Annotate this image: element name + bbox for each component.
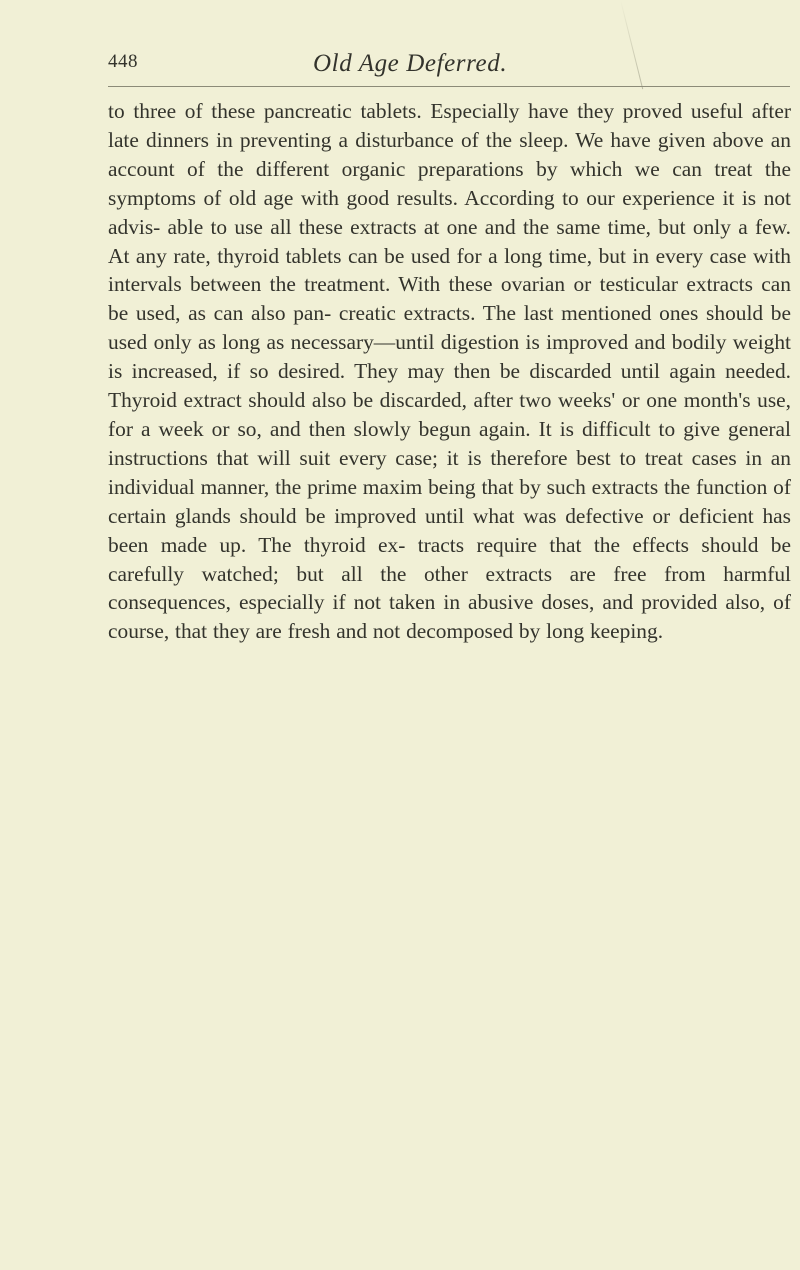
running-title: Old Age Deferred. [313,50,508,77]
header-rule [108,86,790,87]
page-number: 448 [108,51,138,72]
body-paragraph: to three of these pancreatic tablets. Especially have they proved useful after late dinners in preventing a disturbance of the sleep. We have given above an account of the different organic preparations by which we can treat the symptoms of old age with good results. According to our experience it is not advis- able to use all these extracts at one and the same time, but only a few. At any rate, thyroid tablets can be used for a long time, but in every case with intervals between the treatment. With these ovarian or testicular extracts can be used, as can also pan- creatic extracts. The last mentioned ones should be used only as long as necessary—until digestion is improved and bodily weight is increased, if so desired. They may then be discarded until again needed. Thyroid extract should also be discarded, after two weeks' or one month's use, for a week or so, and then slowly begun again. It is difficult to give general instructions that will suit every case; it is therefore best to treat cases in an individual manner, the prime maxim being that by such extracts the function of certain glands should be improved until what was defective or deficient has been made up. The thyroid ex- tracts require that the effects should be carefully watched; but all the other extracts are free from harmful consequences, especially if not taken in abusive doses, and provided also, of course, that they are fresh and not decomposed by long keeping. [108,99,791,644]
page-header [108,50,790,90]
